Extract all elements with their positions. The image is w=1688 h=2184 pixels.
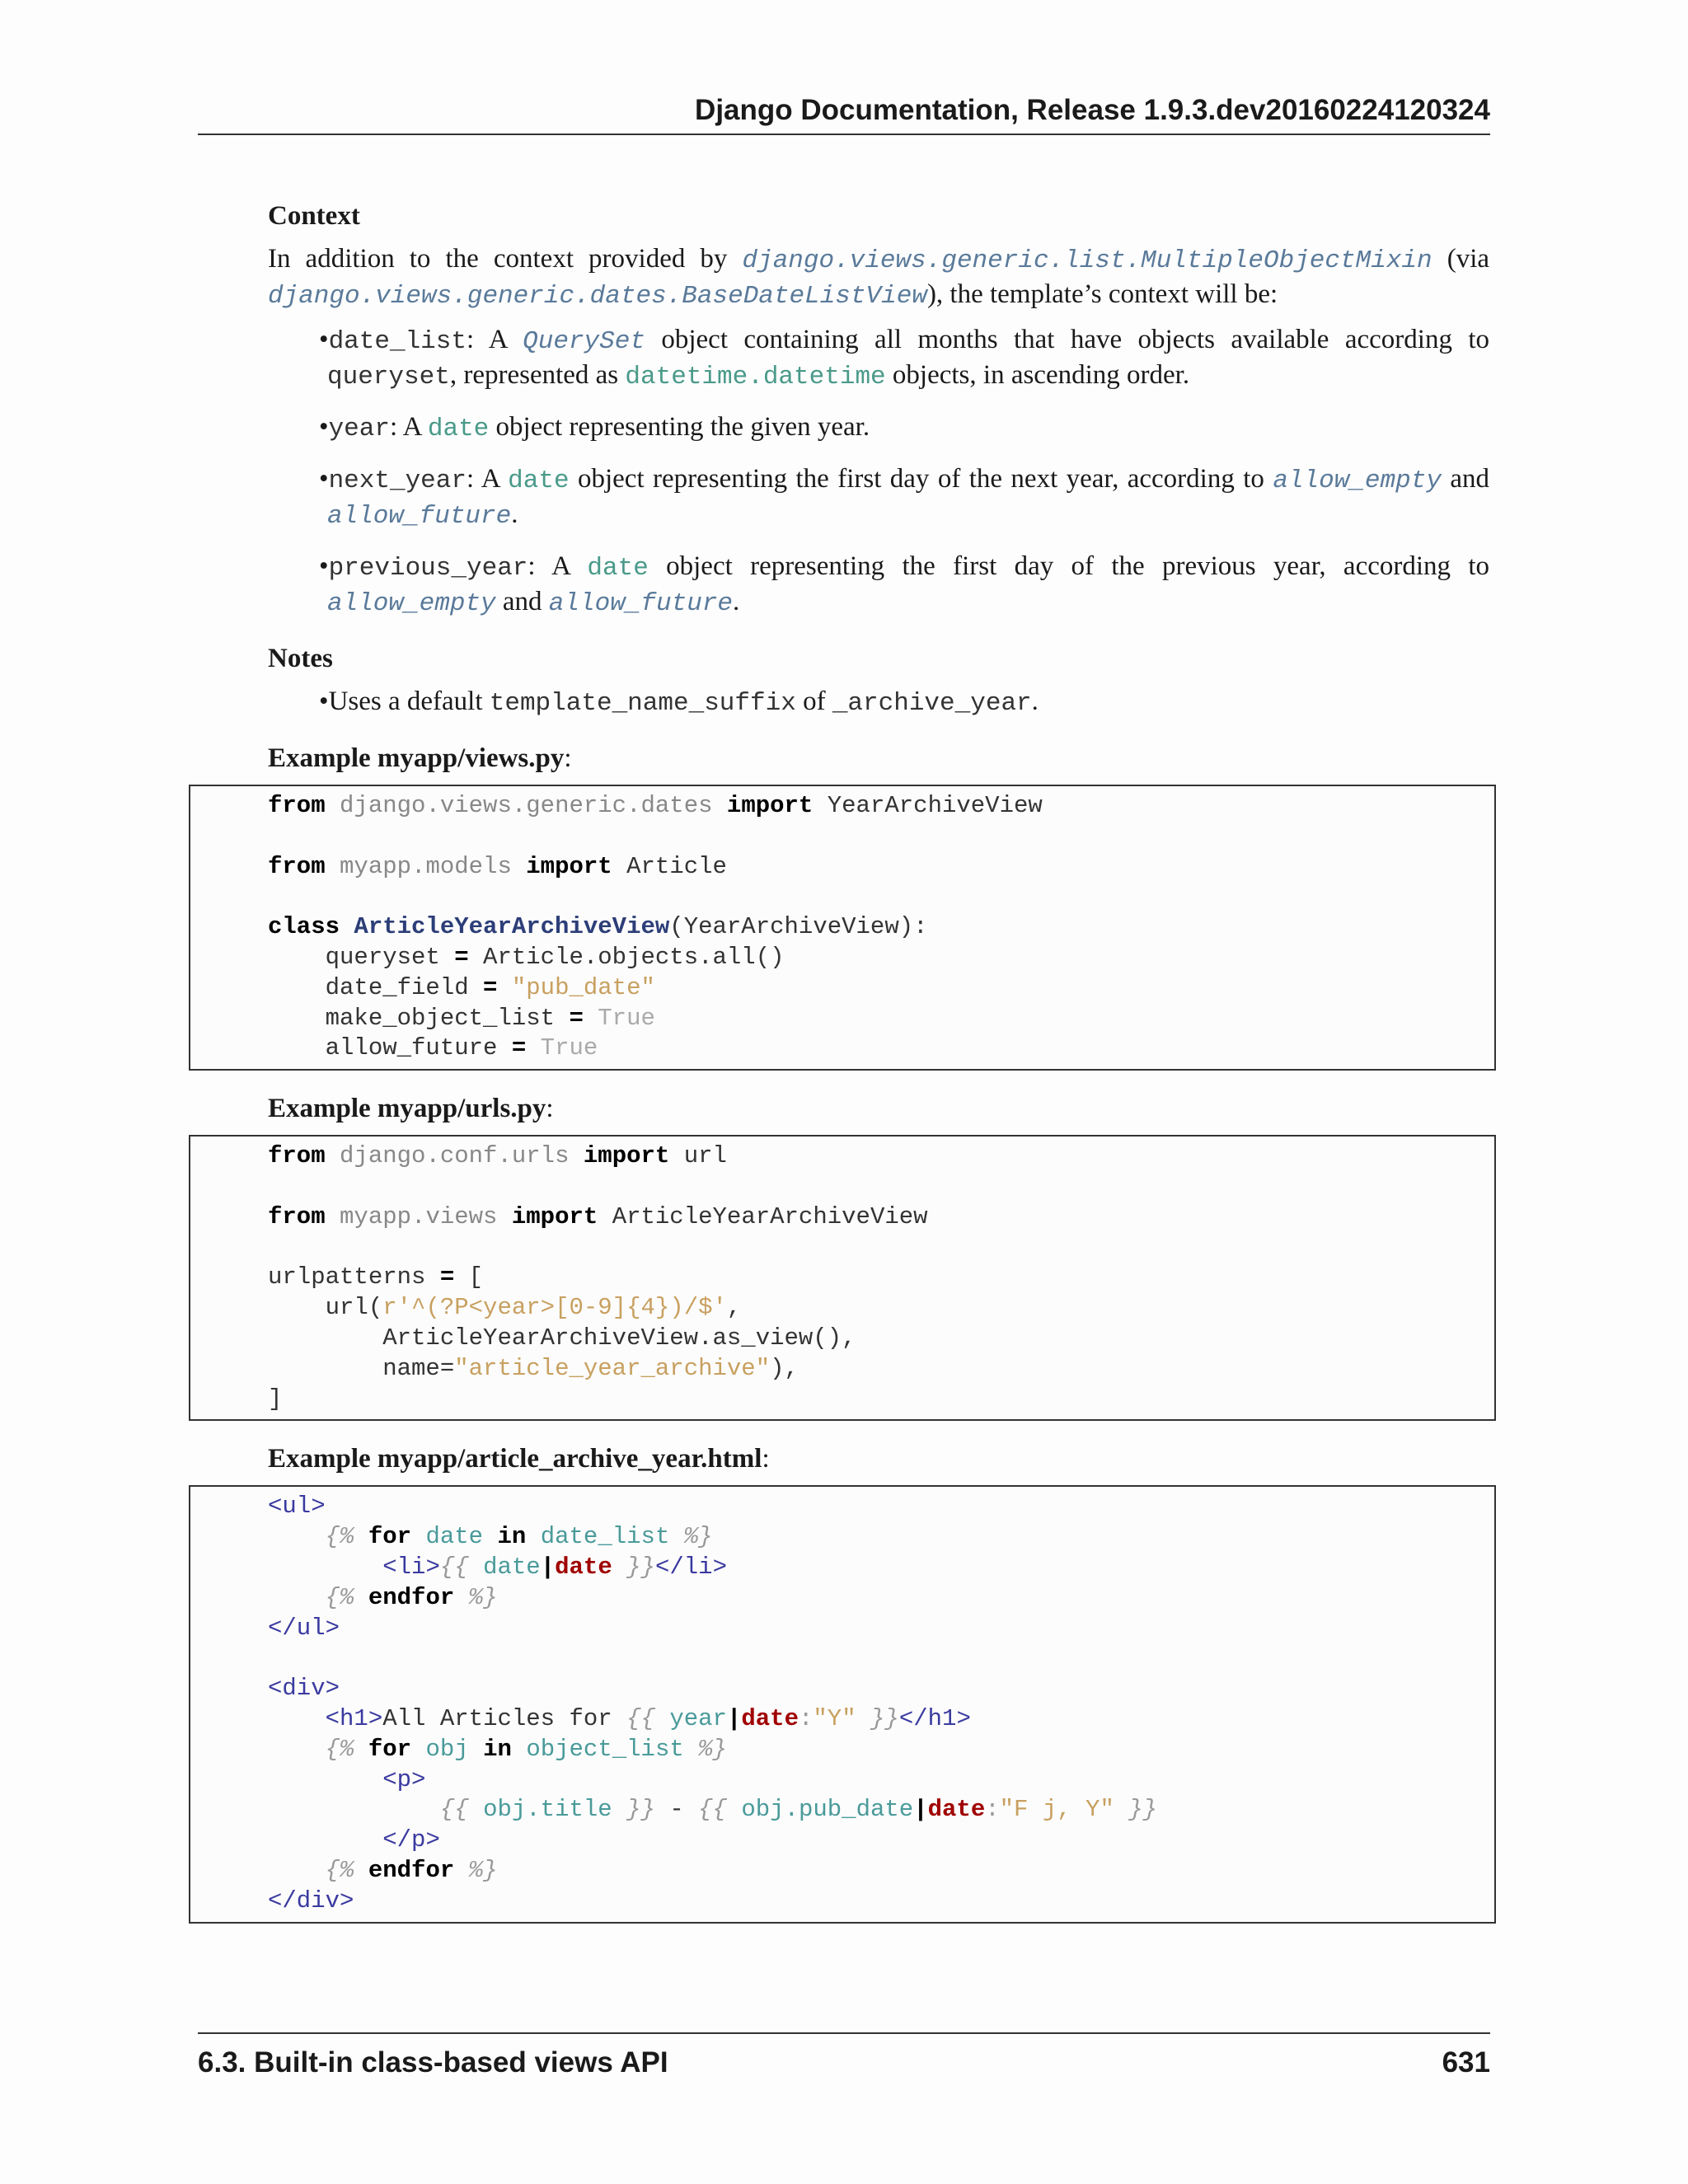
code-token: {% [325,1856,354,1884]
code-token: = [483,973,498,1001]
list-text: of [795,687,832,716]
code-token: date [927,1796,986,1824]
code-token: : [798,1704,814,1732]
context-heading: Context [268,201,360,231]
code-token: myapp.models [340,852,512,880]
context-intro-text: (via [1432,244,1490,274]
code-token [512,1736,526,1763]
code-line [268,944,785,971]
queryset-link[interactable]: QuerySet [523,327,645,356]
code-token [268,1796,440,1823]
code-token: <li> [382,1553,440,1581]
date-ref: date [508,466,570,495]
code-token: year [669,1704,727,1732]
code-token [354,1523,368,1550]
code-token [411,1523,425,1550]
separator: : [467,464,481,494]
code-line [268,1766,425,1793]
code-token: = [454,943,469,971]
notes-list [268,685,1489,720]
code-token: = [569,1004,584,1032]
code-token: , [726,1294,742,1322]
code-token [268,1523,326,1550]
code-token: YearArchiveView [813,792,1043,819]
code-line [268,1493,326,1520]
code-token: from [268,1202,326,1230]
code-token [326,853,340,880]
code-token: %} [698,1735,727,1763]
code-token: from [268,852,326,880]
code-token: r'^(?P<year>[0-9]{4})/$' [382,1294,727,1322]
running-header [198,89,1490,135]
list-item-next-year [319,462,1489,533]
code-token: "article_year_archive" [454,1354,771,1382]
allow-future-link[interactable]: allow_future [327,502,512,531]
code-token: queryset [268,943,455,971]
code-line [268,1675,340,1702]
code-line [268,1826,440,1854]
code-token: date [555,1553,612,1581]
code-line [268,1355,799,1382]
code-token: for [368,1523,412,1551]
footer-section: 6.3. Built-in class-based views API [198,2046,668,2079]
variable-name: next_year [328,466,467,495]
code-token: = [511,1034,527,1062]
code-token: | [913,1796,928,1824]
code-token: (YearArchiveView): [669,913,928,941]
code-token: }} [626,1796,655,1824]
code-token: for [368,1735,412,1763]
code-token: True [540,1034,598,1062]
list-text: object containing all months that have objects available according to [645,325,1489,354]
inline-code: queryset [327,363,450,391]
code-line [268,1584,497,1611]
code-token: url( [268,1294,383,1322]
code-block-template [189,1485,1496,1923]
code-token: allow_future [268,1034,512,1062]
code-token [340,913,354,940]
code-line [268,1294,741,1321]
code-line [268,1615,340,1642]
code-token: ), [770,1354,799,1382]
code-token [713,792,727,819]
code-token: </li> [654,1553,727,1581]
code-token: {% [325,1583,354,1611]
code-line [268,792,1043,819]
separator: : [389,412,403,442]
context-intro [268,242,1489,313]
running-footer [198,2032,1490,2083]
code-token: import [583,1142,670,1170]
code-token: in [483,1735,512,1763]
code-token: from [268,792,326,819]
context-variable-list [268,323,1489,621]
list-text: A [402,412,428,442]
code-token: <h1> [325,1704,383,1732]
list-text: object representing the first day of the next year, according to [569,464,1273,494]
code-token: <p> [382,1765,426,1793]
example-label-text: Example myapp/urls.py [268,1094,546,1124]
code-token: {{ [698,1796,727,1824]
variable-name: year [328,415,390,443]
example-html-label [268,1437,1489,1480]
list-text: A [481,464,509,494]
code-token: django.views.generic.dates [340,792,713,819]
code-token [268,1766,382,1793]
list-text: A [488,325,523,354]
code-token: Article.objects.all() [468,943,785,971]
code-line [268,1263,483,1291]
code-token: date [425,1523,484,1551]
code-token [469,1736,483,1763]
code-token: %} [468,1856,498,1884]
code-token [268,1857,326,1884]
list-text: objects, in ascending order. [885,360,1190,390]
code-token: name= [268,1354,455,1382]
code-token [469,1796,483,1823]
code-token: </p> [382,1826,440,1854]
list-text: and [1441,464,1489,494]
code-token [612,1796,626,1823]
code-token: Article [612,852,727,880]
example-label-text: Example myapp/article_archive_year.html [268,1444,762,1474]
code-line [268,1034,598,1062]
code-token: %} [683,1523,713,1551]
header-title: Django Documentation, Release 1.9.3.dev20160224120324 [695,94,1490,126]
list-text: . [733,587,740,616]
code-token: make_object_list [268,1004,570,1032]
code-token: | [726,1704,742,1732]
allow-empty-link[interactable]: allow_empty [1273,466,1442,495]
code-token: ArticleYearArchiveView.as_view(), [268,1324,856,1352]
code-token [497,974,511,1001]
code-line [268,1887,354,1915]
example-label-text: Example myapp/views.py [268,743,565,773]
code-line [268,1554,727,1581]
code-token: in [497,1523,527,1551]
code-line [268,1796,1157,1823]
code-token [684,1736,698,1763]
code-token: {% [325,1523,354,1551]
code-line [268,1857,497,1884]
code-block-views [189,785,1496,1071]
code-token: "Y" [813,1704,856,1732]
code-token: date_list [540,1523,670,1551]
example-urls-label [268,1087,1489,1130]
list-text: and [495,587,549,616]
bullet: • [319,325,329,354]
code-token: | [540,1553,556,1581]
code-block-urls [189,1135,1496,1421]
code-line [268,913,928,940]
list-text: , represented as [449,360,626,390]
code-token [497,1203,511,1230]
code-token: {{ [439,1796,469,1824]
code-token [354,1584,368,1611]
context-intro-text: ), the template’s context will be: [926,279,1278,309]
code-token [469,1554,483,1581]
list-item-year [319,410,1489,446]
code-line [268,853,727,880]
bullet: • [319,687,329,716]
code-token: endfor [368,1583,455,1611]
code-line [268,1005,655,1032]
code-token: obj [425,1735,469,1763]
variable-name: date_list [328,327,467,356]
separator: : [467,325,489,354]
code-token: import [726,792,814,819]
code-token: }} [1128,1796,1158,1824]
datetime-ref: datetime.datetime [625,363,886,391]
code-token: <div> [268,1675,340,1703]
code-token [454,1857,468,1884]
code-token: ArticleYearArchiveView [598,1202,928,1230]
code-token: class [268,913,340,941]
code-line [268,1705,971,1732]
code-token [1114,1796,1128,1823]
code-token [655,1705,669,1732]
separator: : [528,551,552,581]
code-token: <ul> [268,1493,326,1521]
code-token [669,1523,683,1550]
code-token [354,1736,368,1763]
code-token [612,1554,626,1581]
code-token: %} [468,1583,498,1611]
code-token: from [268,1142,326,1170]
code-token: </ul> [268,1614,340,1642]
code-token [856,1705,870,1732]
date-ref: date [587,554,649,583]
inline-code: template_name_suffix [489,689,796,718]
code-token [268,1554,382,1581]
list-text: object representing the first day of the previous year, according to [648,551,1490,581]
code-token: date [483,1553,541,1581]
code-token: endfor [368,1856,455,1884]
code-token: All Articles for [382,1704,627,1732]
example-label-colon: : [762,1444,770,1474]
code-token: True [598,1004,655,1032]
list-item-date-list [319,323,1489,394]
list-text: Uses a default [328,687,490,716]
code-token [268,1826,382,1854]
code-line [268,1324,856,1352]
multiple-object-mixin-link[interactable]: django.views.generic.list.MultipleObjectMixin [742,246,1432,275]
code-token [354,1857,368,1884]
code-token: django.conf.urls [340,1142,570,1170]
page-content [268,194,1489,1940]
code-token: myapp.views [340,1202,498,1230]
code-token: {{ [439,1553,469,1581]
list-text: object representing the given year. [489,412,870,442]
code-token [268,1736,326,1763]
code-token: ArticleYearArchiveView [354,913,670,941]
code-token [326,792,340,819]
example-label-colon: : [546,1094,554,1124]
code-token: "pub_date" [511,973,655,1001]
code-token: ] [268,1385,283,1413]
code-token [584,1005,598,1032]
code-token [326,1203,340,1230]
variable-name: previous_year [328,554,528,583]
allow-future-link[interactable]: allow_future [548,589,734,618]
code-line [268,974,655,1001]
base-date-list-view-link[interactable]: django.views.generic.dates.BaseDateListView [268,282,927,311]
code-token: </h1> [898,1704,971,1732]
list-item-previous-year [319,550,1490,621]
code-token: = [439,1263,455,1291]
list-text: . [511,499,518,529]
code-token: import [511,1202,598,1230]
list-text: A [551,551,588,581]
code-token [526,1523,540,1550]
list-text: . [1031,687,1039,716]
code-token: {% [325,1735,354,1763]
code-token [526,1034,540,1062]
code-token [326,1142,340,1169]
code-token: - [654,1796,699,1824]
code-token: : [985,1796,1000,1824]
code-token: }} [626,1553,655,1581]
example-label-colon: : [564,743,572,773]
code-token: date [741,1704,799,1732]
code-token: date_field [268,973,484,1001]
code-token [268,1705,326,1732]
code-token: {{ [626,1704,655,1732]
list-item-template-suffix [319,685,1489,720]
example-views-label [268,737,1489,780]
code-token: "F j, Y" [999,1796,1114,1824]
page-number: 631 [1442,2046,1490,2079]
notes-heading: Notes [268,644,333,673]
code-token: </div> [268,1886,354,1915]
code-token: obj.pub_date [741,1796,914,1824]
code-token: url [669,1142,727,1170]
code-token [411,1736,425,1763]
date-ref: date [427,415,490,443]
context-intro-text: In addition to the context provided by [268,244,743,274]
code-token [727,1796,741,1823]
code-token: object_list [526,1735,684,1763]
bullet: • [319,412,329,442]
code-line [268,1523,713,1550]
code-token [569,1142,583,1169]
code-token: }} [870,1704,899,1732]
code-token: [ [454,1263,484,1291]
allow-empty-link[interactable]: allow_empty [327,589,496,618]
code-token: import [526,852,612,880]
code-token [512,853,526,880]
bullet: • [319,464,329,494]
inline-code: _archive_year [832,689,1032,718]
bullet: • [319,551,329,581]
code-line [268,1736,727,1763]
code-token: obj.title [483,1796,612,1824]
code-line [268,1142,727,1169]
code-token [454,1584,468,1611]
code-line [268,1203,928,1230]
code-token [268,1584,326,1611]
code-token [483,1523,497,1550]
code-token: urlpatterns [268,1263,440,1291]
code-line [268,1385,282,1413]
